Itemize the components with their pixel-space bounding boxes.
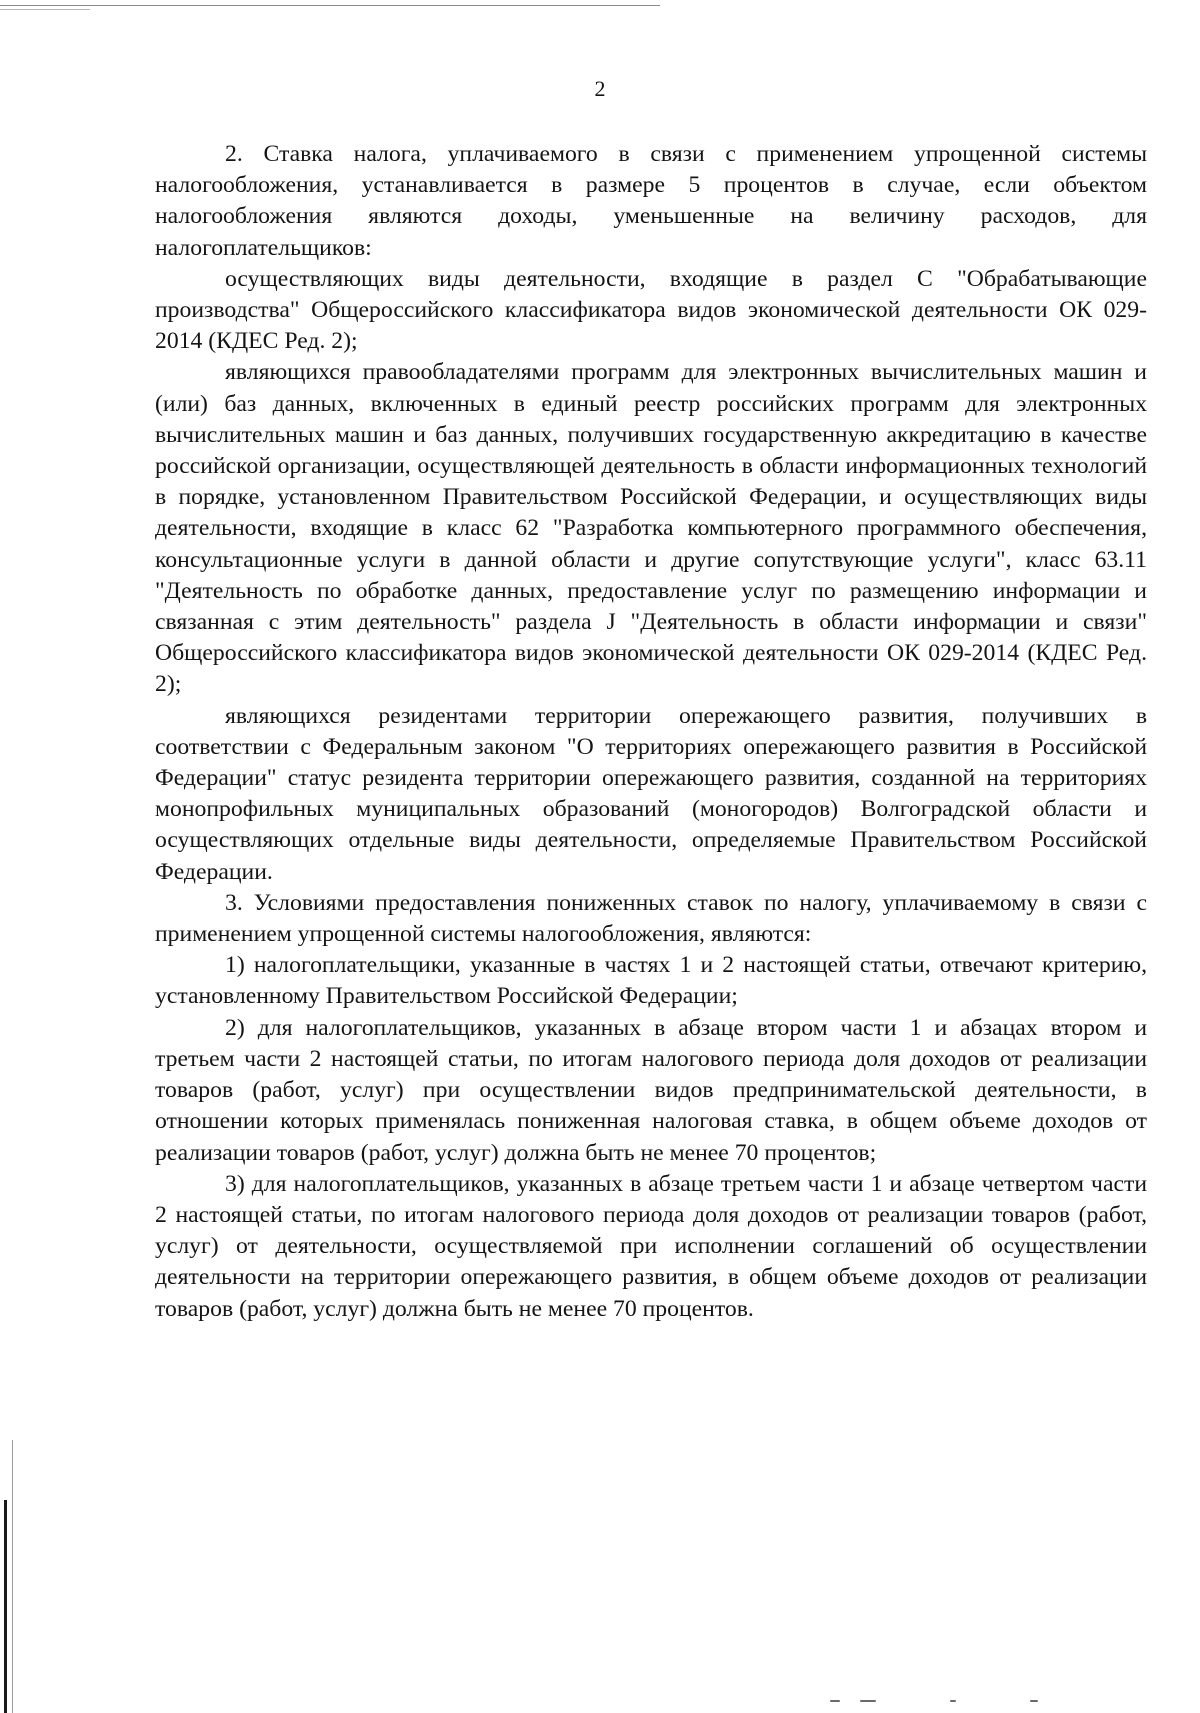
paragraph-condition-1: 1) налогоплательщики, указанные в частях 1 и 2 настоящей статьи, отвечают критерию, установленному Правительством Российской Федерации; <box>155 952 1147 1010</box>
paragraph-software-rightholders: являющихся правообладателями программ для электронных вычислительных машин и (или) баз данных, включенных в единый реестр российских программ для электронных вычислительных машин и баз данных, получивших государственную аккредитацию в качестве российской организации, осуществляющей деятельность в области информационных технологий в порядке, установленном Правительством Российской Федерации, и осуществляющих виды деятельности, входящие в класс 62 "Разработка компьютерного программного обеспечения, консультационные услуги в данной области и другие сопутствующие услуги", класс 63.11 "Деятельность по обработке данных, предоставление услуг по размещению информации и связанная с этим деятельность" раздела J "Деятельность в области информации и связи" Общероссийского классификатора видов экономической деятельности ОК 029-2014 (КДЕС Ред. 2); <box>155 359 1147 698</box>
scan-artifact-left-edge-thin <box>12 1440 13 1713</box>
page-number: 2 <box>594 76 606 101</box>
paragraph-condition-2: 2) для налогоплательщиков, указанных в абзаце втором части 1 и абзацах втором и третьем части 2 настоящей статьи, по итогам налогового периода доля доходов от реализации товаров (работ, услуг) при осуществлении видов предпринимательской деятельности, в отношении которых применялась пониженная налоговая ставка, в общем объеме доходов от реализации товаров (работ, услуг) должна быть не менее 70 процентов; <box>155 1014 1147 1166</box>
paragraph-part-2-intro: 2. Ставка налога, уплачиваемого в связи с применением упрощенной системы налогообложения, устанавливается в размере 5 процентов в случае, если объектом налогообложения являются доходы, уменьшенные на величину расходов, для налогоплательщиков: <box>155 141 1147 261</box>
paragraph-manufacturing: осуществляющих виды деятельности, входящие в раздел C "Обрабатывающие производства" Общероссийского классификатора видов экономической деятельности ОК 029-2014 (КДЕС Ред. 2); <box>155 265 1147 355</box>
paragraph-part-3-conditions: 3. Условиями предоставления пониженных ставок по налогу, уплачиваемому в связи с применением упрощенной системы налогообложения, являются: <box>155 889 1147 948</box>
scan-artifact-top-line-short <box>0 9 90 10</box>
scan-speck <box>950 1700 956 1702</box>
paragraph-tor-residents: являющихся резидентами территории опережающего развития, получивших в соответствии с Федеральным законом "О территориях опережающего развития в Российской Федерации" статус резидента территории опережающего развития, созданной на территориях монопрофильных муниципальных образований (моногородов) Волгоградской области и осуществляющих отдельные виды деятельности, определяемые Правительством Российской Федерации. <box>155 702 1147 885</box>
scan-speck <box>860 1700 876 1702</box>
scan-speck <box>1030 1700 1038 1702</box>
scan-artifact-left-edge <box>4 1500 7 1713</box>
scan-artifact-top-line <box>0 5 660 6</box>
document-body <box>155 139 1147 1325</box>
scan-speck <box>830 1700 840 1702</box>
scan-artifact-bottom-specks <box>830 1700 1080 1706</box>
paragraph-condition-3: 3) для налогоплательщиков, указанных в абзаце третьем части 1 и абзаце четвертом части 2 настоящей статьи, по итогам налогового периода доля доходов от реализации товаров (работ, услуг) от деятельности, осуществляемой при исполнении соглашений об осуществлении деятельности на территории опережающего развития, в общем объеме доходов от реализации товаров (работ, услуг) должна быть не менее 70 процентов. <box>155 1170 1147 1322</box>
